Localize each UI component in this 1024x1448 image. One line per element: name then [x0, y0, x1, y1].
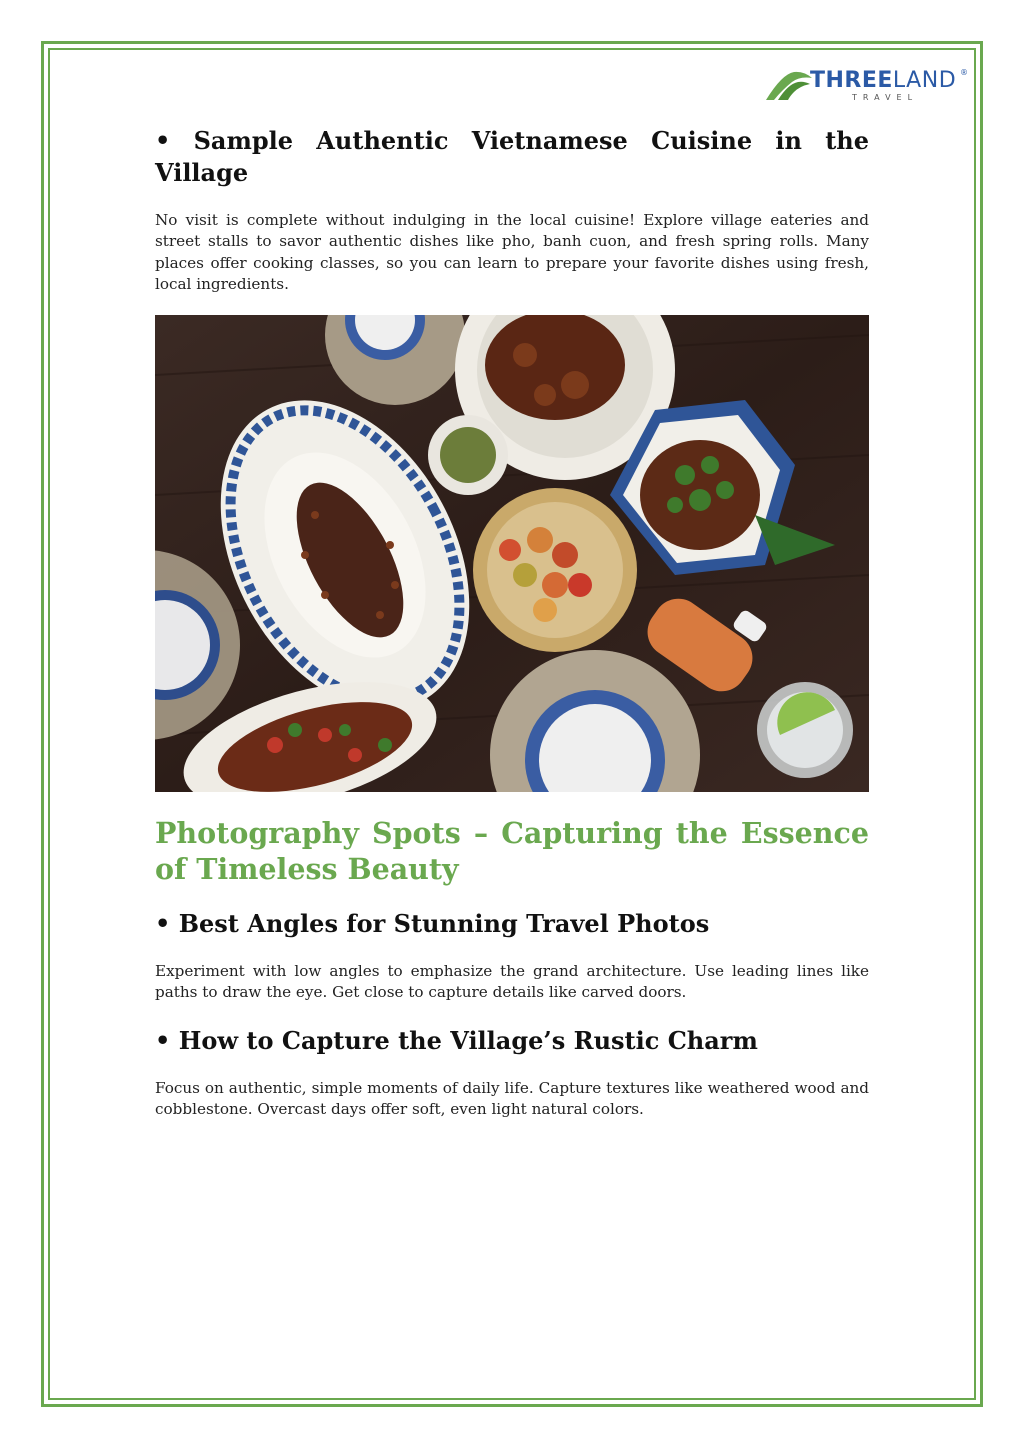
- food-body-wrap: [155, 210, 869, 295]
- angles-heading: • Best Angles for Stunning Travel Photos: [155, 909, 710, 938]
- logo-word-three: THREE: [810, 68, 893, 93]
- photography-title: Photography Spots – Capturing the Essence of Timeless Beauty: [155, 816, 869, 886]
- angles-body-wrap: [155, 961, 869, 1004]
- charm-heading: • How to Capture the Village’s Rustic Charm: [155, 1026, 758, 1055]
- photography-section: [155, 815, 869, 887]
- logo-wordmark: [810, 69, 956, 93]
- logo-tagline: TRAVEL: [852, 93, 919, 102]
- food-spread-photo: [155, 315, 869, 792]
- charm-body-wrap: [155, 1078, 869, 1121]
- logo-word-land: LAND: [892, 68, 957, 93]
- food-body: No visit is complete without indulging in the local cuisine! Explore village eateries and street stalls to savor authentic dishes like pho, banh cuon, and fresh spring rolls. Many places offer cooking classes, so you can learn to prepare your favorite dishes using fresh, local ingredients.: [155, 211, 869, 293]
- registered-mark: ®: [960, 68, 968, 77]
- charm-body: Focus on authentic, simple moments of daily life. Capture textures like weathered wood and cobblestone. Overcast days offer soft, even light natural colors.: [155, 1079, 869, 1119]
- food-heading: • Sample Authentic Vietnamese Cuisine in the Village: [155, 126, 869, 187]
- food-image: [155, 315, 869, 792]
- food-section: [155, 125, 869, 189]
- angles-section: [155, 908, 869, 940]
- mountain-logo-icon: [764, 68, 814, 104]
- angles-body: Experiment with low angles to emphasize the grand architecture. Use leading lines like paths to draw the eye. Get close to capture details like carved doors.: [155, 962, 869, 1002]
- threeland-logo: [764, 66, 970, 106]
- charm-section: [155, 1025, 869, 1057]
